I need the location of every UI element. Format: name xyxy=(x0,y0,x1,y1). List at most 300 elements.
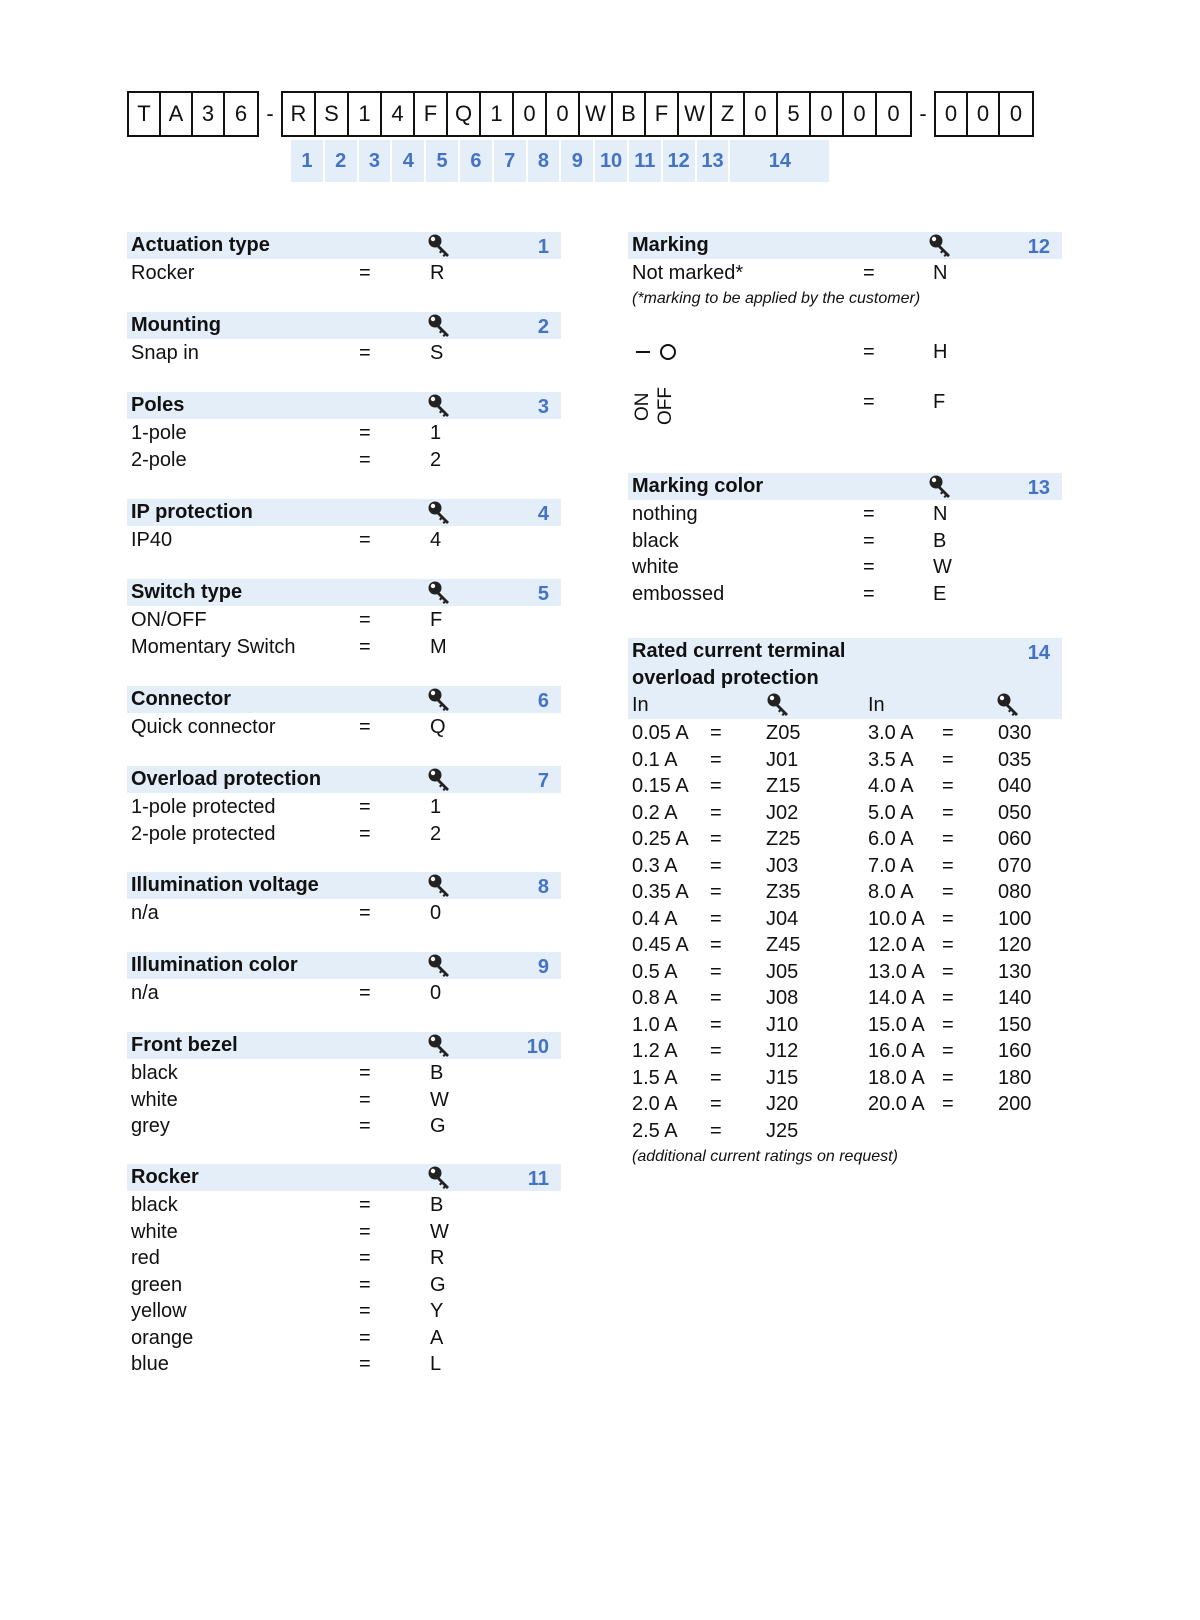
current-code: Z35 xyxy=(766,881,801,903)
current-code: J10 xyxy=(766,1013,799,1036)
current-in: 18.0 A xyxy=(868,1066,925,1089)
option-code: F xyxy=(430,609,443,631)
equals-sign: = xyxy=(710,881,722,903)
table-row xyxy=(628,1064,1062,1091)
section-switch-type xyxy=(127,579,561,659)
code-group-main xyxy=(281,91,912,137)
equals-sign: = xyxy=(359,1194,371,1216)
section-header xyxy=(127,232,561,259)
section-number: 4 xyxy=(537,503,549,525)
code-group-prefix xyxy=(127,91,259,137)
equals-sign: = xyxy=(942,854,954,877)
current-code: J08 xyxy=(766,987,799,1009)
code-char: 3 xyxy=(193,93,225,135)
current-in: 3.5 A xyxy=(868,748,914,771)
equals-sign: = xyxy=(710,1093,722,1115)
section-number: 13 xyxy=(1027,477,1050,499)
option-label: 1-pole protected xyxy=(131,796,276,818)
option-row xyxy=(127,606,561,633)
option-code: B xyxy=(430,1062,444,1084)
current-code: 030 xyxy=(998,722,1032,744)
on-text: ON xyxy=(632,392,653,421)
equals-sign: = xyxy=(942,934,954,956)
code-char: 4 xyxy=(382,93,415,135)
equals-sign: = xyxy=(710,748,722,771)
option-label: grey xyxy=(131,1115,170,1137)
option-label: Rocker xyxy=(131,262,195,284)
option-row xyxy=(127,633,561,660)
equals-sign: = xyxy=(863,556,875,578)
option-code: 2 xyxy=(430,448,442,471)
option-code: N xyxy=(933,262,948,284)
position-number: 1 xyxy=(291,140,325,182)
key-icon xyxy=(427,233,453,259)
current-in: 10.0 A xyxy=(868,907,925,930)
code-char: 1 xyxy=(481,93,514,135)
current-code: J25 xyxy=(766,1119,799,1142)
equals-sign: = xyxy=(359,342,371,364)
current-code: J12 xyxy=(766,1040,799,1062)
option-code: Q xyxy=(430,716,446,738)
option-label: 2-pole xyxy=(131,448,187,471)
current-code: J02 xyxy=(766,801,799,824)
equals-sign: = xyxy=(359,1220,371,1243)
option-label: orange xyxy=(131,1326,194,1349)
option-code: E xyxy=(933,582,947,605)
key-icon xyxy=(427,1033,453,1059)
section-title-line2: overload protection xyxy=(632,667,819,689)
equals-sign: = xyxy=(359,1273,371,1296)
code-separator: - xyxy=(266,101,274,126)
option-row xyxy=(127,1244,561,1271)
equals-sign: = xyxy=(942,907,954,930)
option-code: 2 xyxy=(430,822,442,845)
on-off-symbol-icon xyxy=(626,381,684,425)
option-code: B xyxy=(933,529,947,552)
current-in: 5.0 A xyxy=(868,801,914,824)
section-header xyxy=(127,579,561,606)
option-code: H xyxy=(933,341,948,363)
section-rated-current-header xyxy=(628,638,1062,719)
circle-symbol-icon xyxy=(660,344,676,360)
current-code: 040 xyxy=(998,775,1032,797)
section-header xyxy=(628,473,1062,500)
equals-sign: = xyxy=(863,390,875,413)
section-header xyxy=(628,232,1062,259)
option-code: G xyxy=(430,1273,446,1296)
option-code: F xyxy=(933,390,946,413)
equals-sign: = xyxy=(359,635,371,658)
current-code: Z15 xyxy=(766,775,801,797)
current-in: 0.15 A xyxy=(632,775,689,797)
option-row xyxy=(628,527,1062,554)
option-label: n/a xyxy=(131,982,159,1004)
equals-sign: = xyxy=(942,722,954,744)
code-char: 6 xyxy=(234,101,248,126)
section-title: Connector xyxy=(131,688,231,710)
table-row xyxy=(628,852,1062,879)
option-row-symbol xyxy=(628,338,1062,365)
code-char: S xyxy=(316,93,349,135)
position-number: 6 xyxy=(460,140,494,182)
current-code: 100 xyxy=(998,907,1032,930)
option-label: Not marked* xyxy=(632,262,744,284)
key-icon xyxy=(427,767,453,793)
section-actuation-type xyxy=(127,232,561,286)
equals-sign: = xyxy=(710,960,722,983)
option-code: 1 xyxy=(430,422,442,444)
section-title: Actuation type xyxy=(131,234,270,256)
off-text: OFF xyxy=(655,386,676,425)
section-title: Illumination voltage xyxy=(131,874,319,896)
option-label: ON/OFF xyxy=(131,609,207,631)
position-number: 3 xyxy=(359,140,393,182)
option-row xyxy=(628,259,1062,286)
option-row xyxy=(127,979,561,1006)
column-header-in: In xyxy=(868,694,885,716)
current-table xyxy=(628,719,1062,1143)
current-code: Z05 xyxy=(766,722,801,744)
position-number: 8 xyxy=(528,140,562,182)
code-char: 0 xyxy=(968,93,1000,135)
equals-sign: = xyxy=(710,987,722,1009)
option-row xyxy=(127,1324,561,1351)
equals-sign: = xyxy=(710,907,722,930)
section-number: 12 xyxy=(1027,236,1050,258)
column-header-in: In xyxy=(632,694,649,716)
current-in: 1.5 A xyxy=(632,1066,678,1089)
section-header xyxy=(127,1032,561,1059)
key-icon xyxy=(928,233,954,259)
code-char: 0 xyxy=(844,93,877,135)
option-row xyxy=(628,553,1062,580)
current-in: 0.45 A xyxy=(632,934,689,956)
section-number: 11 xyxy=(527,1168,549,1190)
equals-sign: = xyxy=(863,341,875,363)
section-header xyxy=(127,312,561,339)
table-row xyxy=(628,746,1062,773)
section-header xyxy=(127,952,561,979)
current-in: 7.0 A xyxy=(868,854,914,877)
key-icon xyxy=(427,1165,453,1191)
current-in: 15.0 A xyxy=(868,1013,925,1036)
option-label: white xyxy=(131,1088,178,1111)
code-char: 0 xyxy=(936,93,968,135)
option-label: 2-pole protected xyxy=(131,822,276,845)
code-char: 0 xyxy=(887,101,900,126)
section-number: 1 xyxy=(537,236,549,258)
equals-sign: = xyxy=(359,1300,371,1322)
option-code: W xyxy=(933,556,952,578)
code-separator: - xyxy=(919,101,927,126)
equals-sign: = xyxy=(942,775,954,797)
current-in: 2.5 A xyxy=(632,1119,678,1142)
option-code: W xyxy=(430,1220,449,1243)
option-row xyxy=(127,1191,561,1218)
option-label: Quick connector xyxy=(131,716,276,738)
table-row xyxy=(628,799,1062,826)
code-char: F xyxy=(646,93,679,135)
table-row xyxy=(628,1117,1062,1144)
equals-sign: = xyxy=(863,582,875,605)
current-in: 16.0 A xyxy=(868,1040,925,1062)
current-code: 160 xyxy=(998,1040,1032,1062)
section-header xyxy=(127,499,561,526)
position-number: 2 xyxy=(325,140,359,182)
current-code: 150 xyxy=(998,1013,1032,1036)
section-front-bezel xyxy=(127,1032,561,1139)
equals-sign: = xyxy=(942,1040,954,1062)
current-code: J04 xyxy=(766,907,799,930)
equals-sign: = xyxy=(710,1066,722,1089)
table-row xyxy=(628,958,1062,985)
section-header xyxy=(127,686,561,713)
option-label: white xyxy=(632,556,679,578)
option-row xyxy=(127,339,561,366)
option-label: black xyxy=(131,1062,178,1084)
equals-sign: = xyxy=(710,934,722,956)
position-number: 13 xyxy=(697,140,731,182)
section-title: Switch type xyxy=(131,581,243,603)
table-row xyxy=(628,878,1062,905)
section-title: Mounting xyxy=(131,314,221,336)
option-label: nothing xyxy=(632,503,698,525)
code-char: 1 xyxy=(349,93,382,135)
section-number: 7 xyxy=(537,770,549,792)
section-number: 5 xyxy=(537,583,549,605)
option-row xyxy=(127,1271,561,1298)
option-code: R xyxy=(430,1247,445,1269)
equals-sign: = xyxy=(710,722,722,744)
current-in: 0.25 A xyxy=(632,828,689,850)
equals-sign: = xyxy=(359,1088,371,1111)
option-row xyxy=(127,259,561,286)
option-code: 1 xyxy=(430,796,442,818)
current-in: 8.0 A xyxy=(868,881,914,903)
equals-sign: = xyxy=(710,775,722,797)
option-row xyxy=(127,713,561,740)
option-code: B xyxy=(430,1194,444,1216)
equals-sign: = xyxy=(942,748,954,771)
section-title: Marking color xyxy=(632,475,764,497)
section-mounting xyxy=(127,312,561,366)
equals-sign: = xyxy=(359,262,371,284)
section-title: Marking xyxy=(632,234,709,256)
section-illumination-voltage xyxy=(127,872,561,926)
current-note: (additional current ratings on request) xyxy=(632,1148,898,1165)
equals-sign: = xyxy=(359,609,371,631)
current-code: 060 xyxy=(998,828,1032,850)
equals-sign: = xyxy=(359,902,371,924)
option-row xyxy=(127,1350,561,1377)
current-in: 0.35 A xyxy=(632,881,689,903)
option-label: Momentary Switch xyxy=(131,635,296,658)
position-number: 7 xyxy=(494,140,528,182)
code-char: 0 xyxy=(745,93,778,135)
table-row xyxy=(628,931,1062,958)
option-row xyxy=(127,820,561,847)
option-code: 4 xyxy=(430,529,442,551)
current-code: J03 xyxy=(766,854,799,877)
option-label: black xyxy=(131,1194,178,1216)
equals-sign: = xyxy=(942,828,954,850)
current-in: 0.5 A xyxy=(632,960,678,983)
section-title: Poles xyxy=(131,394,185,416)
current-code: 200 xyxy=(998,1093,1032,1115)
equals-sign: = xyxy=(359,822,371,845)
current-in: 4.0 A xyxy=(868,775,914,797)
current-code: 140 xyxy=(998,987,1032,1009)
option-code: 0 xyxy=(430,982,442,1004)
current-in: 1.0 A xyxy=(632,1013,678,1036)
equals-sign: = xyxy=(359,422,371,444)
equals-sign: = xyxy=(710,1119,722,1142)
option-label: Snap in xyxy=(131,342,199,364)
option-row xyxy=(127,793,561,820)
position-numbers xyxy=(291,140,829,182)
section-illumination-color xyxy=(127,952,561,1006)
section-number: 14 xyxy=(1027,642,1050,664)
current-in: 20.0 A xyxy=(868,1093,925,1115)
position-number: 10 xyxy=(595,140,629,182)
section-header xyxy=(127,392,561,419)
section-title: IP protection xyxy=(131,501,253,523)
equals-sign: = xyxy=(359,1115,371,1137)
equals-sign: = xyxy=(710,828,722,850)
option-row xyxy=(127,1059,561,1086)
equals-sign: = xyxy=(942,801,954,824)
current-in: 0.05 A xyxy=(632,722,689,744)
section-title: Overload protection xyxy=(131,768,322,790)
equals-sign: = xyxy=(359,982,371,1004)
option-label: red xyxy=(131,1247,160,1269)
table-row xyxy=(628,1090,1062,1117)
equals-sign: = xyxy=(942,960,954,983)
equals-sign: = xyxy=(942,987,954,1009)
option-label: yellow xyxy=(131,1300,187,1322)
table-row xyxy=(628,984,1062,1011)
table-row xyxy=(628,1037,1062,1064)
code-char: Q xyxy=(448,93,481,135)
position-number: 4 xyxy=(392,140,426,182)
code-char: 0 xyxy=(1009,101,1023,126)
position-number: 9 xyxy=(561,140,595,182)
section-marking xyxy=(628,232,1062,431)
option-label: green xyxy=(131,1273,183,1296)
current-code: 080 xyxy=(998,881,1032,903)
equals-sign: = xyxy=(359,529,371,551)
table-row xyxy=(628,1011,1062,1038)
marking-note: (*marking to be applied by the customer) xyxy=(632,289,921,307)
ordering-code xyxy=(127,91,1034,137)
equals-sign: = xyxy=(942,881,954,903)
option-code: W xyxy=(430,1088,449,1111)
key-icon xyxy=(427,873,453,899)
option-row xyxy=(127,1086,561,1113)
section-title-line1: Rated current terminal xyxy=(632,640,846,662)
equals-sign: = xyxy=(710,1013,722,1036)
option-label: black xyxy=(632,529,679,552)
current-in: 0.4 A xyxy=(632,907,678,930)
current-code: Z25 xyxy=(766,828,801,850)
current-in: 12.0 A xyxy=(868,934,925,956)
key-icon xyxy=(996,692,1022,718)
option-row xyxy=(127,526,561,553)
section-ip-protection xyxy=(127,499,561,553)
option-row xyxy=(127,1297,561,1324)
equals-sign: = xyxy=(359,448,371,471)
key-icon xyxy=(427,393,453,419)
option-row xyxy=(127,899,561,926)
code-char: 5 xyxy=(778,93,811,135)
option-code: R xyxy=(430,262,445,284)
section-connector xyxy=(127,686,561,740)
section-title: Rocker xyxy=(131,1166,199,1188)
current-in: 1.2 A xyxy=(632,1040,678,1062)
option-code: A xyxy=(430,1326,444,1349)
section-number: 8 xyxy=(537,876,549,898)
option-code: 0 xyxy=(430,902,442,924)
equals-sign: = xyxy=(710,854,722,877)
position-number: 5 xyxy=(426,140,460,182)
table-row xyxy=(628,825,1062,852)
equals-sign: = xyxy=(863,529,875,552)
equals-sign: = xyxy=(942,1013,954,1036)
code-char: W xyxy=(580,93,613,135)
equals-sign: = xyxy=(359,1247,371,1269)
equals-sign: = xyxy=(710,1040,722,1062)
option-code: Y xyxy=(430,1300,444,1322)
section-rocker xyxy=(127,1164,561,1377)
option-code: M xyxy=(430,635,447,658)
current-in: 14.0 A xyxy=(868,987,925,1009)
current-in: 6.0 A xyxy=(868,828,914,850)
option-label: embossed xyxy=(632,582,725,605)
section-number: 10 xyxy=(526,1036,549,1058)
code-char: W xyxy=(679,93,712,135)
option-row xyxy=(127,1112,561,1139)
option-row-onoff xyxy=(628,377,1062,431)
option-row xyxy=(127,446,561,473)
current-code: J01 xyxy=(766,748,799,771)
section-number: 2 xyxy=(537,316,549,338)
current-in: 0.3 A xyxy=(632,854,678,877)
current-code: 120 xyxy=(998,934,1032,956)
current-code: J15 xyxy=(766,1066,799,1089)
equals-sign: = xyxy=(359,1326,371,1349)
option-list xyxy=(628,500,1062,606)
code-char: Z xyxy=(712,93,745,135)
key-icon xyxy=(427,500,453,526)
current-code: 130 xyxy=(998,960,1032,983)
code-char: B xyxy=(613,93,646,135)
section-overload-protection xyxy=(127,766,561,846)
code-char: T xyxy=(129,93,161,135)
code-char: 0 xyxy=(811,93,844,135)
current-code: J05 xyxy=(766,960,799,983)
current-in: 0.2 A xyxy=(632,801,678,824)
current-code: 035 xyxy=(998,748,1032,771)
option-code: G xyxy=(430,1115,446,1137)
section-marking-color xyxy=(628,473,1062,606)
section-number: 6 xyxy=(537,690,549,712)
equals-sign: = xyxy=(942,1066,954,1089)
section-header xyxy=(127,766,561,793)
section-title: Front bezel xyxy=(131,1034,238,1056)
code-char: F xyxy=(415,93,448,135)
equals-sign: = xyxy=(359,1353,371,1375)
equals-sign: = xyxy=(359,716,371,738)
